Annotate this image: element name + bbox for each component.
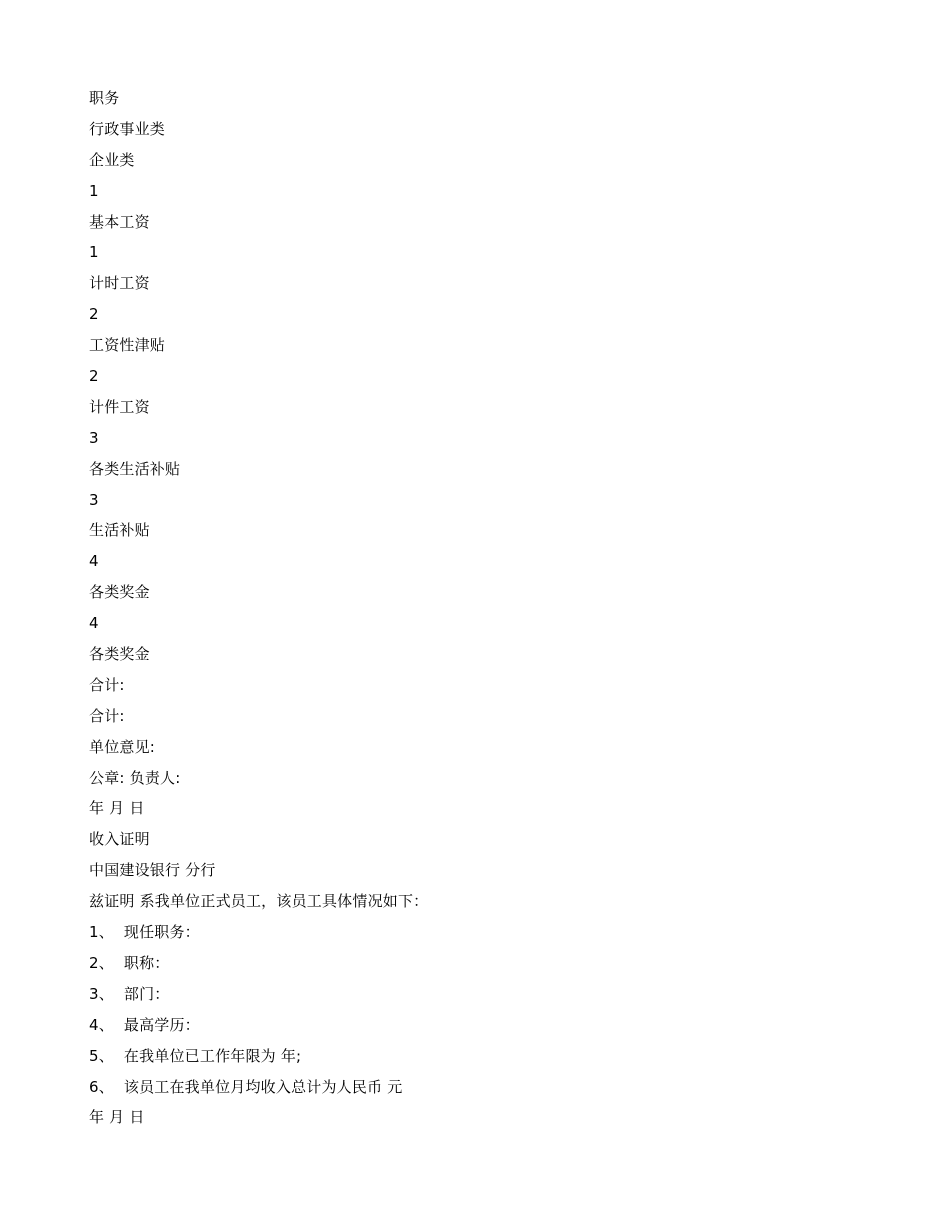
text-line-number: 4 xyxy=(89,552,99,571)
list-item-title: 2、 职称： xyxy=(89,953,170,972)
text-line-number: 2 xyxy=(89,367,99,386)
text-line-date: 年 月 日 xyxy=(89,799,145,818)
list-item-current-position: 1、 现任职务： xyxy=(89,923,200,942)
text-line-bonuses: 各类奖金 xyxy=(89,583,150,602)
text-line-enterprise-category: 企业类 xyxy=(89,150,135,169)
text-line-certification: 兹证明 系我单位正式员工，该员工具体情况如下： xyxy=(89,892,429,911)
text-line-position: 职务 xyxy=(89,89,120,107)
text-line-total: 合计: xyxy=(89,706,125,725)
list-item-department: 3、 部门： xyxy=(89,984,170,1003)
text-line-seal-responsible: 公章: 负责人: xyxy=(89,768,181,787)
document-title: 收入证明 xyxy=(89,830,150,849)
text-line-number: 2 xyxy=(89,305,99,324)
text-line-number: 1 xyxy=(89,243,99,262)
text-line-number: 3 xyxy=(89,428,99,447)
text-line-wage-allowance: 工资性津贴 xyxy=(89,336,166,355)
list-item-education: 4、 最高学历： xyxy=(89,1015,200,1034)
text-line-recipient-bank: 中国建设银行 分行 xyxy=(89,861,216,880)
text-line-total: 合计: xyxy=(89,675,125,694)
text-line-piece-wage: 计件工资 xyxy=(89,397,150,416)
list-item-monthly-income: 6、 该员工在我单位月均收入总计为人民币 元 xyxy=(89,1077,403,1096)
document-body xyxy=(89,86,889,1136)
text-line-number: 1 xyxy=(89,181,99,200)
text-line-date: 年 月 日 xyxy=(89,1108,145,1127)
list-item-years-worked: 5、 在我单位已工作年限为 年; xyxy=(89,1046,302,1065)
text-line-basic-salary: 基本工资 xyxy=(89,212,150,231)
text-line-living-subsidies: 各类生活补贴 xyxy=(89,459,181,478)
text-line-number: 3 xyxy=(89,490,99,509)
text-line-admin-category: 行政事业类 xyxy=(89,119,166,138)
text-line-unit-opinion: 单位意见: xyxy=(89,737,156,756)
text-line-living-subsidy: 生活补贴 xyxy=(89,521,150,540)
text-line-bonuses: 各类奖金 xyxy=(89,645,150,664)
text-line-number: 4 xyxy=(89,614,99,633)
text-line-time-wage: 计时工资 xyxy=(89,274,150,293)
